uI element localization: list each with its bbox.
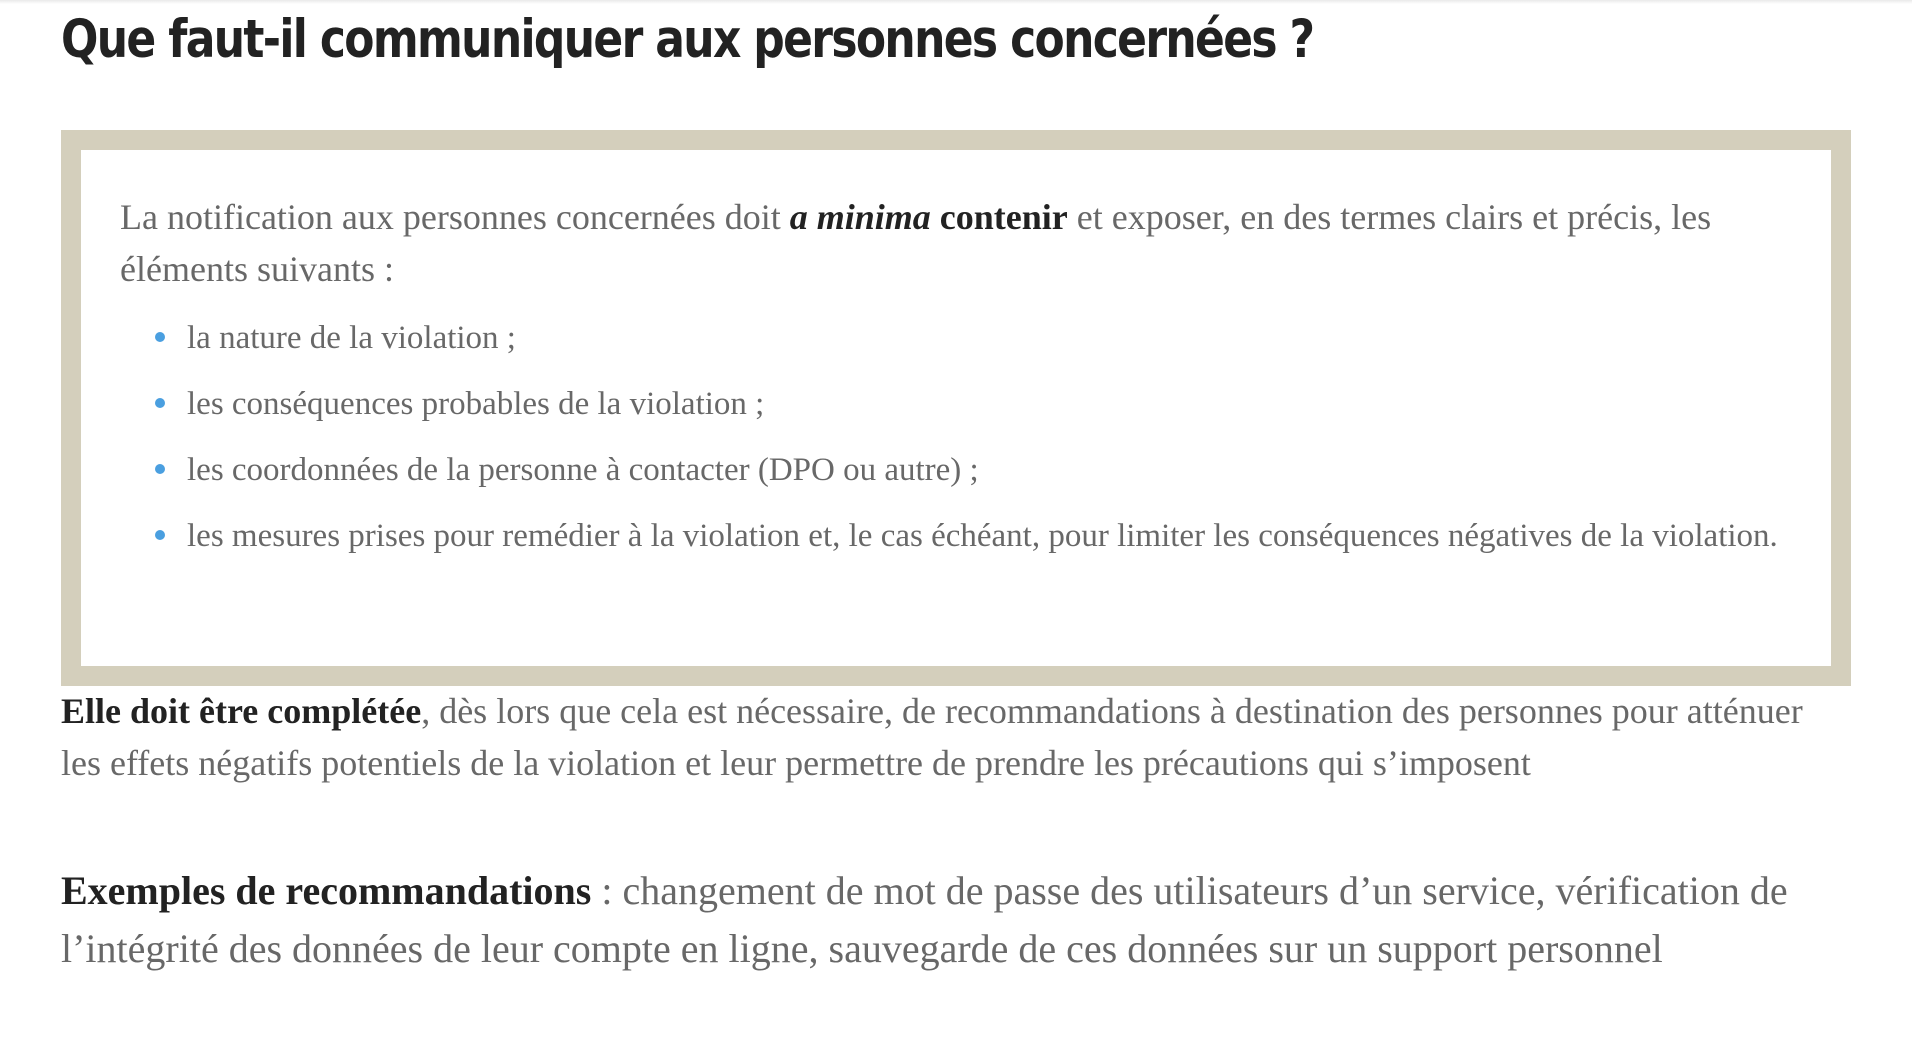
- completion-text: , dès lors que cela est nécessaire, de recommandations à destination des personnes pour atténuer les effets négatifs potentiels de la violation et leur permettre de prendre les précautions qui s’imposent: [61, 691, 1803, 783]
- intro-text-start: La notification aux personnes concernées doit: [120, 197, 790, 237]
- completion-paragraph: [61, 685, 1841, 789]
- intro-text-end: et exposer, en des termes clairs et précis, les éléments suivants :: [120, 197, 1712, 289]
- bullet-dot-icon: [155, 464, 165, 474]
- list-item: [151, 447, 1831, 493]
- examples-bold-lead: Exemples de recommandations: [61, 868, 592, 913]
- notification-requirements-box: [61, 130, 1851, 686]
- list-item-text: la nature de la violation ;: [187, 320, 516, 356]
- section-heading: Que faut-il communiquer aux personnes concernées ?: [61, 9, 1314, 70]
- list-item: [151, 381, 1831, 427]
- bullet-dot-icon: [155, 398, 165, 408]
- required-elements-list: [151, 315, 1831, 579]
- intro-bold: contenir: [930, 197, 1068, 237]
- callout-intro-text: [120, 191, 1820, 295]
- completion-bold-lead: Elle doit être complétée: [61, 691, 422, 731]
- bullet-dot-icon: [155, 332, 165, 342]
- list-item: [151, 315, 1831, 361]
- list-item: [151, 513, 1831, 559]
- bullet-dot-icon: [155, 530, 165, 540]
- list-item-text: les mesures prises pour remédier à la violation et, le cas échéant, pour limiter les conséquences négatives de la violation.: [187, 518, 1778, 554]
- recommendation-examples-paragraph: [61, 862, 1841, 978]
- intro-emphasis: a minima: [789, 197, 931, 237]
- list-item-text: les coordonnées de la personne à contacter (DPO ou autre) ;: [187, 452, 979, 488]
- examples-text: : changement de mot de passe des utilisateurs d’un service, vérification de l’intégrité des données de leur compte en ligne, sauvegarde de ces données sur un support personnel: [61, 868, 1788, 971]
- list-item-text: les conséquences probables de la violation ;: [187, 386, 765, 422]
- article-content: [61, 0, 1851, 971]
